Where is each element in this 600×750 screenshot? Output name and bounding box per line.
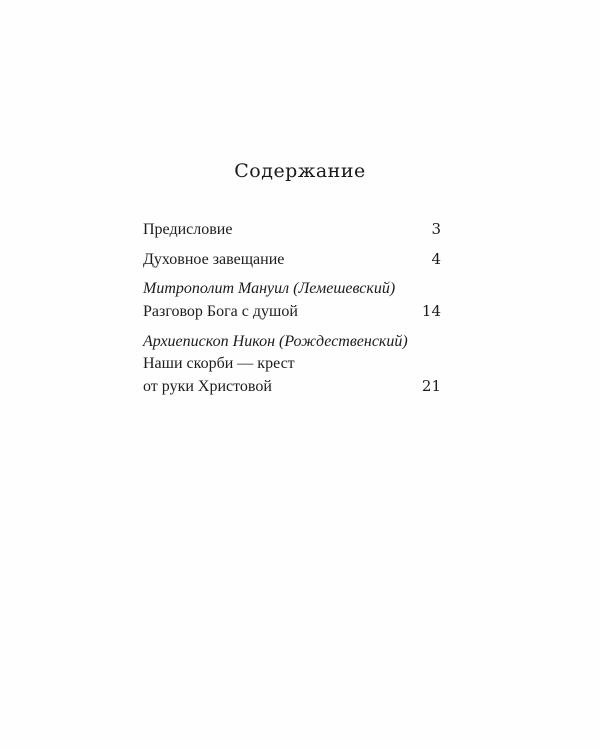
toc-entry-author: Архиепископ Никон (Рождественский) <box>143 333 408 350</box>
toc-page-number: 21 <box>421 377 441 395</box>
toc-entry-title-line: Наши скорби — крест <box>143 355 295 372</box>
toc-entry-title: Духовное завещание <box>143 251 285 268</box>
toc-page-number: 4 <box>431 250 441 268</box>
toc-entry-author: Митрополит Мануил (Лемешевский) <box>143 280 396 297</box>
toc-page-number: 14 <box>421 302 441 320</box>
toc-entry-title: Предисловие <box>143 221 233 238</box>
toc-title: Содержание <box>234 160 366 182</box>
table-of-contents <box>143 218 441 398</box>
toc-entry-sorrows <box>143 331 441 398</box>
toc-page-number: 3 <box>431 220 441 238</box>
toc-entry-title-line: от руки Христовой <box>143 378 272 395</box>
toc-entry-conversation <box>143 278 441 323</box>
toc-entry-preface <box>143 218 441 241</box>
toc-entry-spiritual-testament <box>143 248 441 271</box>
toc-entry-title: Разговор Бога с душой <box>143 303 298 320</box>
